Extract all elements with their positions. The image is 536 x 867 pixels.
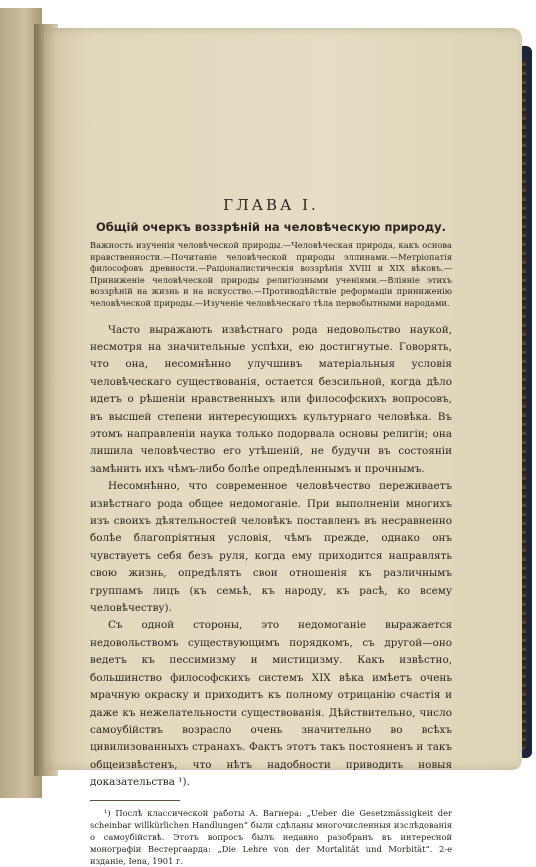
chapter-title: Общій очеркъ воззрѣній на человѣческую природу. (96, 220, 446, 234)
chapter-heading: ГЛАВА I. (223, 196, 319, 214)
paragraph-2: Несомнѣнно, что современное человѣчество переживаетъ извѣстнаго рода общее недомоганіе. При выполненіи многихъ изъ своихъ дѣятельностей человѣкъ поставленъ въ несравненно болѣе благопріятныя условія, чѣмъ прежде, однако онъ чувствуетъ себя безъ руля, когда ему приходится направлять свою жизнь, опредѣлять свои отношенія къ различнымъ группамъ лицъ (къ семьѣ, къ народу, къ расѣ, ко всему человѣчеству). (90, 480, 452, 615)
footnote: ¹) Послѣ классической работы А. Вагнера: „Ueber die Gesetzmässigkeit der scheinbar willkürlichen Handlungen“ были сдѣланы многочисленныя изслѣдованія о самоубійствѣ. Этотъ вопросъ былъ недавно разобранъ въ интересной монографіи Вестергаарда: „Die Lehre von der Mortalität und Morbität“. 2-е изданіе, Iena, 1901 г. (90, 807, 452, 866)
chapter-summary: Важность изученія человѣческой природы.—Человѣческая природа, какъ основа нравственности.—Почитаніе человѣческой природы эллинами.—Метріопатія философовъ древности.—Раціоналистическія воззрѣнія XVIII и XIX вѣковъ.—Приниженіе человѣческой природы религіозными ученіями.—Вліяніе этихъ воззрѣній на жизнь и на искусство.—Противодѣйствіе реформаціи приниженію человѣческой природы.—Изученіе человѣческаго тѣла первобытными народами. (90, 240, 452, 308)
page-content (90, 196, 452, 867)
paragraph-3: Съ одной стороны, это недомоганіе выражается недовольствомъ существующимъ порядкомъ, съ другой—оно ведетъ къ пессимизму и мистицизму. Какъ извѣстно, большинство философскихъ системъ XIX вѣка имѣетъ очень мрачную окраску и приходитъ къ полному отрицанію счастія и даже къ нежелательности существованія. Дѣйствительно, число самоубійствъ возрасло очень значительно во всѣхъ цивилизованныхъ странахъ. Фактъ этотъ такъ постояненъ и такъ общеизвѣстенъ, что нѣтъ надобности приводить новыя доказательства ¹). (90, 619, 452, 789)
paragraph-1: Часто выражають извѣстнаго рода недовольство наукой, несмотря на значительные успѣхи, ею достигнутые. Говорять, что она, несомнѣнно улучшивъ матеріальныя условія человѣческаго существованія, остается безсильной, когда дѣло идетъ о рѣшеніи нравственныхъ или философскихъ вопросовъ, въ высшей степени интересующихъ культурнаго человѣка. Въ этомъ направленіи наука только подорвала основы религіи; она лишила человѣчество его утѣшеній, не будучи въ состояніи замѣнить ихъ чѣмъ-либо болѣе опредѣленнымъ и прочнымъ. (90, 323, 452, 475)
